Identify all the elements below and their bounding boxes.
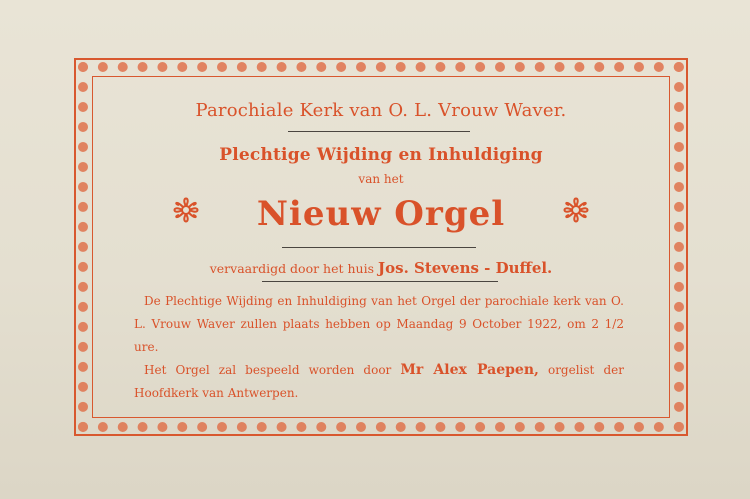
organ-title: Nieuw Orgel	[256, 194, 506, 234]
maker-line	[92, 259, 670, 277]
divider-rule	[282, 247, 476, 248]
ceremony-heading: Plechtige Wijding en Inhuldiging	[219, 145, 543, 165]
announcement-paragraph: De Plechtige Wijding en Inhuldiging van het Orgel der parochiale kerk van O. L. Vrouw Waver zullen plaats hebben op Maandag 9 October 1922, om 2 1/2 ure.	[134, 294, 624, 354]
organist-paragraph	[134, 359, 624, 405]
organist-intro: Het Orgel zal bespeeld worden door	[144, 363, 392, 377]
maker-name: Jos. Stevens - Duffel.	[378, 259, 553, 277]
divider-rule	[288, 131, 470, 132]
rose-flower-icon	[558, 192, 594, 228]
of-the-text: van het	[358, 172, 404, 186]
organist-name: Mr Alex Paepen,	[400, 362, 539, 378]
divider-rule	[262, 281, 498, 282]
organist-role: orgelist der Hoofdkerk van Antwerpen.	[134, 363, 624, 400]
maker-prefix: vervaardigd door het huis	[209, 261, 375, 276]
church-heading: Parochiale Kerk van O. L. Vrouw Waver.	[195, 100, 567, 121]
